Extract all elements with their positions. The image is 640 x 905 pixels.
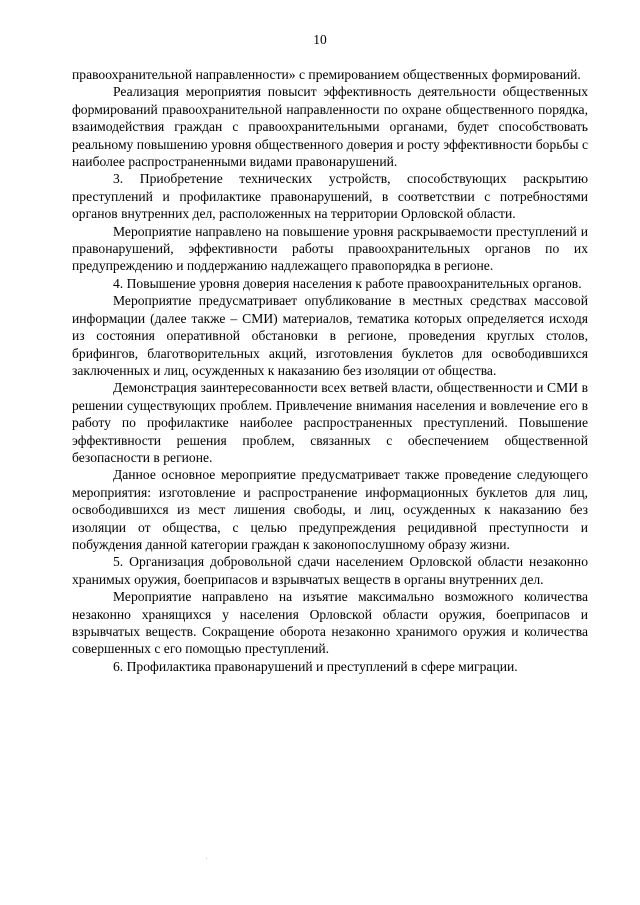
paragraph-item-4-description: Мероприятие предусматривает опубликование в местных средствах массовой информации (далее также – СМИ) материалов, тематика которых определяется исходя из состояния оперативной обстановки в регионе, проведения круглых столов, брифингов, благотворительных акций, изготовления буклетов для освободившихся заключенных и лиц, осужденных к наказанию без изоляции от общества. <box>72 293 588 378</box>
page-number: 10 <box>313 32 327 47</box>
paragraph-continuation: правоохранительной направленности» с премированием общественных формирований. <box>72 67 581 82</box>
paragraph-item-5: 5. Организация добровольной сдачи населением Орловской области незаконно хранимых оружия, боеприпасов и взрывчатых веществ в органы внутренних дел. <box>72 554 588 587</box>
paragraph-item-3: 3. Приобретение технических устройств, способствующих раскрытию преступлений и профилактике правонарушений, в соответствии с потребностями органов внутренних дел, расположенных на территории Орловской области. <box>72 171 588 222</box>
paragraph-implementation-effect: Реализация мероприятия повысит эффективность деятельности общественных формирований правоохранительной направленности по охране общественного порядка, взаимодействия граждан с правоохранительными органами, будет способствовать реальному повышению уровня общественного доверия и росту эффективности борьбы с наиболее распространенными видами правонарушений. <box>72 84 588 170</box>
scan-speck <box>206 858 207 859</box>
document-body <box>72 66 588 675</box>
paragraph-item-3-description: Мероприятие направлено на повышение уровня раскрываемости преступлений и правонарушений, эффективности работы правоохранительных органов по их предупреждению и поддержанию надлежащего правопорядка в регионе. <box>72 223 588 274</box>
paragraph-item-5-description: Мероприятие направлено на изъятие максимально возможного количества незаконно хранящихся у населения Орловской области оружия, боеприпасов и взрывчатых веществ. Сокращение оборота незаконно хранимого оружия и количества совершенных с его помощью преступлений. <box>72 589 588 657</box>
paragraph-demonstration: Демонстрация заинтересованности всех ветвей власти, общественности и СМИ в решении существующих проблем. Привлечение внимания населения и вовлечение его в работу по профилактике наиболее распространенных преступлений. Повышение эффективности решения проблем, связанных с обеспечением общественной безопасности в регионе. <box>72 380 588 465</box>
paragraph-item-4: 4. Повышение уровня доверия населения к работе правоохранительных органов. <box>113 275 582 291</box>
paragraph-booklets: Данное основное мероприятие предусматривает также проведение следующего мероприятия: изготовление и распространение информационных буклетов для лиц, освободившихся из мест лишения свободы, и лиц, осужденных к наказанию без изоляции от общества, с целью предупреждения рецидивной преступности и побуждения данной категории граждан к законопослушному образу жизни. <box>72 467 588 552</box>
paragraph-item-6: 6. Профилактика правонарушений и преступлений в сфере миграции. <box>113 658 518 674</box>
